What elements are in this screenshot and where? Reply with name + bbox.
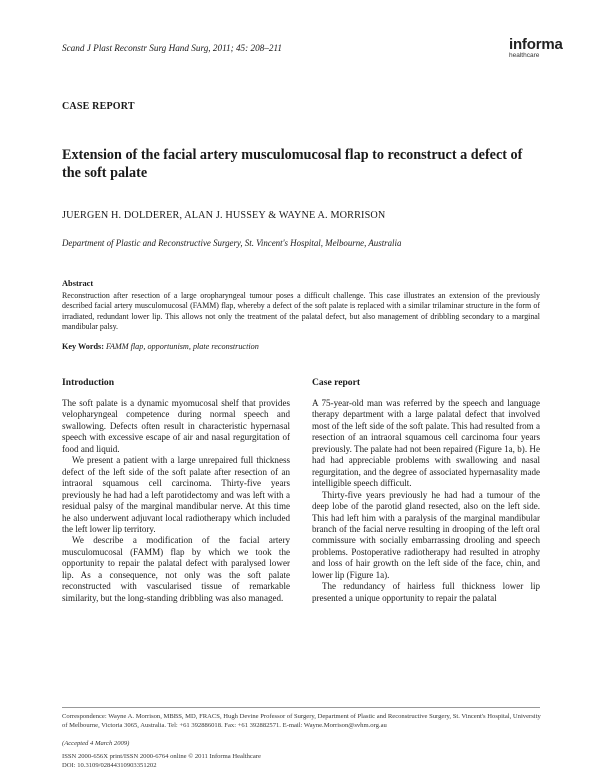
case-report-heading: Case report xyxy=(312,377,361,388)
footnote-divider xyxy=(62,707,540,708)
case-report-body xyxy=(312,398,540,604)
abstract-heading: Abstract xyxy=(62,279,94,288)
paragraph: Thirty-five years previously he had had a tumour of the deep lobe of the parotid gland resected, also on the left side. This had left him with a paralysis of the marginal mandibular branch of the facial nerve resulting in drooping of the left oral commissure with socially embarrassing drooling and speech problems. Postoperative radiotherapy had resulted in atrophy and loss of hair growth on the left side of the face, chin, and lower lip (Figure 1a). xyxy=(312,489,540,580)
section-tag: CASE REPORT xyxy=(62,101,135,112)
keywords-text: FAMM flap, opportunism, plate reconstruction xyxy=(105,342,259,351)
keywords-label: Key Words: xyxy=(62,342,104,351)
author-list: JUERGEN H. DOLDERER, ALAN J. HUSSEY & WAYNE A. MORRISON xyxy=(62,210,386,221)
doi: DOI: 10.3109/02844310903351202 xyxy=(62,762,157,770)
correspondence-note: Correspondence: Wayne A. Morrison, MBBS, MD, FRACS, Hugh Devine Professor of Surgery, Department of Plastic and Reconstructive Surgery, St. Vincent's Hospital, University of Melbourne, Victoria 3065, Australia. Tel: +61 392886018. Fax: +61 392882571. E-mail: Wayne.Morrison@svhm.org.au xyxy=(62,713,541,730)
abstract-text: Reconstruction after resection of a large oropharyngeal tumour poses a difficult challenge. This case illustrates an extension of the previously described facial artery musculomucosal (FAMM) flap, whereby a defect of the soft palate is replaced with a similar trilaminar structure in the form of irradiated, redundant lower lip. This allows not only the treatment of the palatal defect, but also management of dribbling secondary to a marginal mandibular palsy. xyxy=(62,291,540,332)
paragraph: We present a patient with a large unrepaired full thickness defect of the left side of the soft palate after resection of an intraoral squamous cell carcinoma. Thirty-five years previously he had had a left parotidectomy and was left with a residual palsy of the marginal mandibular nerve. At this time he also underwent adjuvant local radiotherapy which included the left lower lip territory. xyxy=(62,455,290,534)
paragraph: The soft palate is a dynamic myomucosal shelf that provides velopharyngeal competence during normal speech and swallowing. Defects often result in characteristic hypernasal speech with excessive escape of air and nasal regurgitation of food and liquid. xyxy=(62,398,290,454)
journal-reference: Scand J Plast Reconstr Surg Hand Surg, 2011; 45: 208–211 xyxy=(62,43,282,53)
introduction-body xyxy=(62,398,290,604)
paragraph: The redundancy of hairless full thickness lower lip presented a unique opportunity to repair the palatal xyxy=(312,581,540,603)
accepted-date: (Accepted 4 March 2009) xyxy=(62,740,130,747)
keywords xyxy=(62,342,259,351)
publisher-name: informa xyxy=(509,36,563,53)
issn: ISSN 2000-656X print/ISSN 2000-6764 online © 2011 Informa Healthcare xyxy=(62,753,261,760)
introduction-heading: Introduction xyxy=(62,377,115,388)
paragraph: A 75-year-old man was referred by the speech and language therapy department with a large palatal defect that involved most of the left side of the soft palate. This had resulted from a resection of an intraoral squamous cell carcinoma four years previously. The palate had not been repaired (Figure 1a, b). He had had appreciable problems with swallowing and nasal regurgitation, and the degree of associated hypernasality made intelligible speech difficult. xyxy=(312,398,540,489)
publisher-logo xyxy=(509,37,563,60)
issn-doi xyxy=(62,752,261,771)
paragraph: We describe a modification of the facial artery musculomucosal (FAMM) flap by which we took the opportunity to repair the palatal defect with paralysed lower lip. As a consequence, not only was the soft palate reconstructed with vascularised tissue of remarkable similarity, but the long-standing dribbling was also managed. xyxy=(62,535,290,603)
publisher-sub: healthcare xyxy=(509,52,540,59)
article-title: Extension of the facial artery musculomucosal flap to reconstruct a defect of the soft palate xyxy=(62,147,523,181)
affiliation: Department of Plastic and Reconstructive Surgery, St. Vincent's Hospital, Melbourne, Australia xyxy=(62,238,402,248)
